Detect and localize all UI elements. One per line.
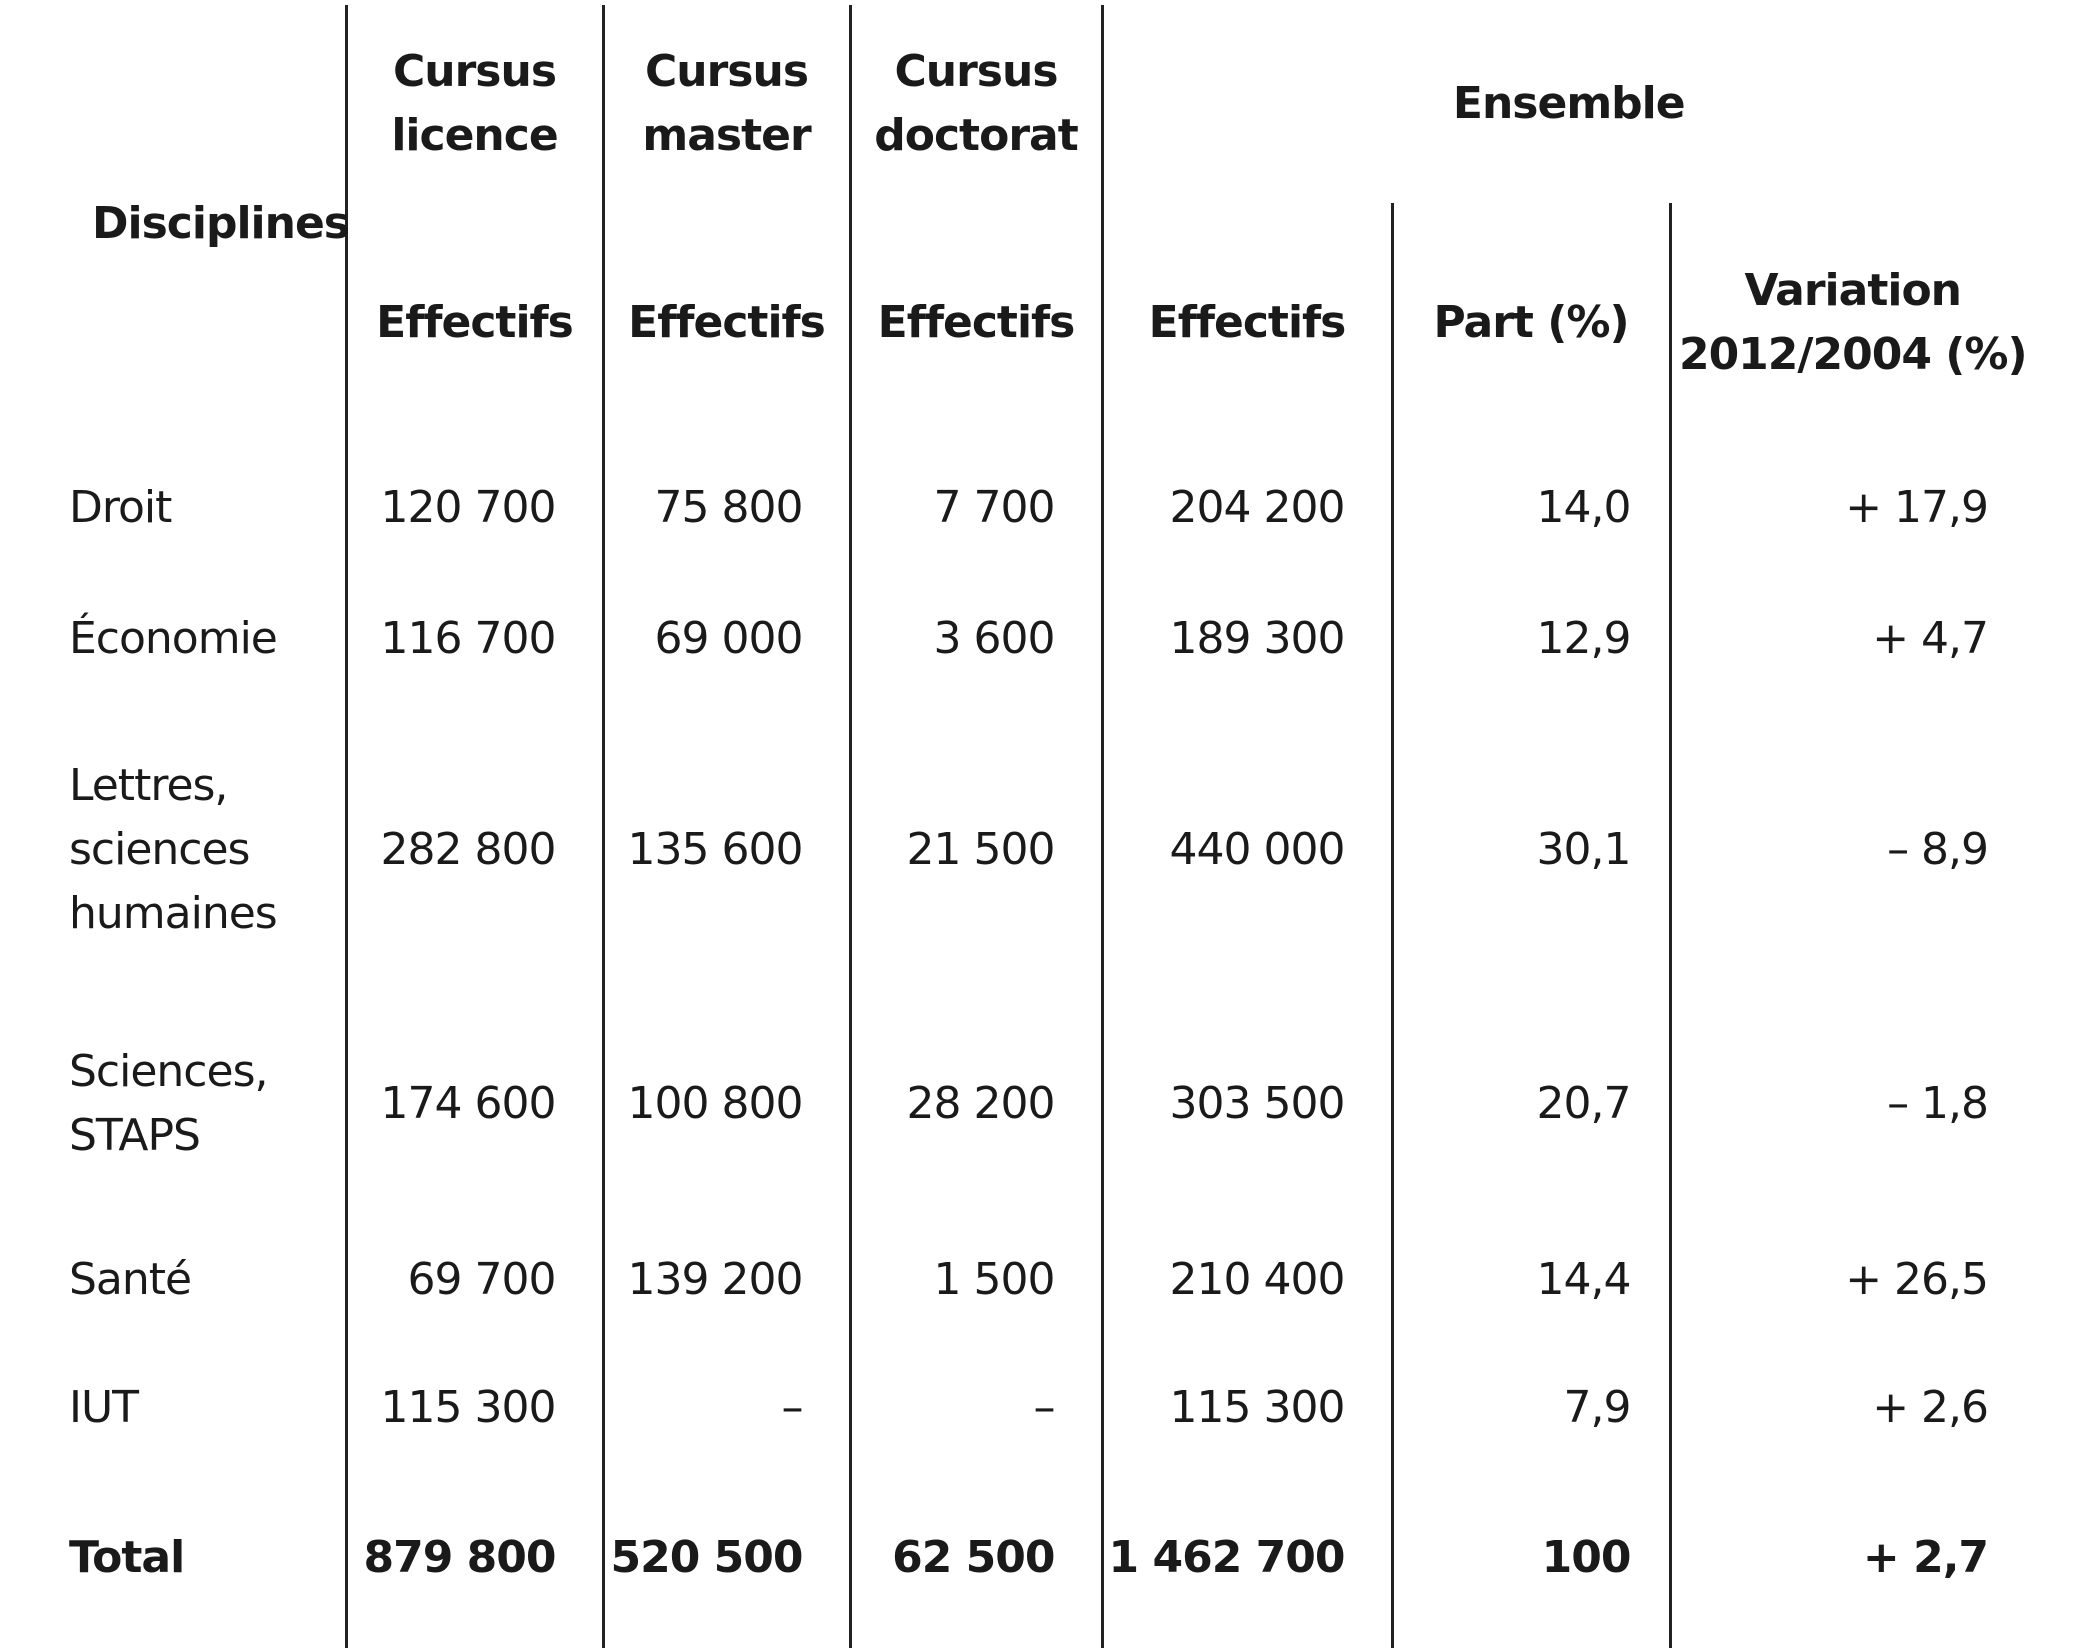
discipline-cell xyxy=(41,1212,346,1348)
master-cell: – xyxy=(603,1348,850,1468)
master-cell: 75 800 xyxy=(603,442,850,573)
header-effectifs-master: Effectifs xyxy=(603,203,850,442)
table-row xyxy=(41,996,2034,1212)
effectifs-cell: 440 000 xyxy=(1102,704,1392,996)
table-row xyxy=(41,573,2034,704)
header-ensemble: Ensemble xyxy=(1102,5,2034,203)
effectifs-cell: 189 300 xyxy=(1102,573,1392,704)
header-effectifs-doctorat: Effectifs xyxy=(850,203,1102,442)
part-cell: 7,9 xyxy=(1392,1348,1670,1468)
part-cell: 20,7 xyxy=(1392,996,1670,1212)
header-cursus-licence xyxy=(346,5,603,203)
effectifs-cell: 204 200 xyxy=(1102,442,1392,573)
doctorat-cell: 7 700 xyxy=(850,442,1102,573)
discipline-line: Économie xyxy=(69,612,277,664)
discipline-cell xyxy=(41,1348,346,1468)
header-cursus-master xyxy=(603,5,850,203)
header-cursus-doctorat xyxy=(850,5,1102,203)
part-cell: 30,1 xyxy=(1392,704,1670,996)
discipline-line: Santé xyxy=(69,1254,192,1305)
part-cell: 14,0 xyxy=(1392,442,1670,573)
total-variation: + 2,7 xyxy=(1670,1468,2034,1648)
licence-cell: 69 700 xyxy=(346,1212,603,1348)
master-cell: 139 200 xyxy=(603,1212,850,1348)
discipline-line: sciences xyxy=(69,824,250,875)
discipline-line: Sciences, xyxy=(69,1046,268,1097)
part-cell: 14,4 xyxy=(1392,1212,1670,1348)
enrollment-table xyxy=(41,5,2034,1648)
total-doctorat: 62 500 xyxy=(850,1468,1102,1648)
variation-cell: + 4,7 xyxy=(1670,573,2034,704)
table-row xyxy=(41,1348,2034,1468)
discipline-line: STAPS xyxy=(69,1110,200,1161)
doctorat-cell: – xyxy=(850,1348,1102,1468)
total-part: 100 xyxy=(1392,1468,1670,1648)
variation-cell: + 26,5 xyxy=(1670,1212,2034,1348)
part-cell: 12,9 xyxy=(1392,573,1670,704)
licence-cell: 282 800 xyxy=(346,704,603,996)
header-effectifs-licence: Effectifs xyxy=(346,203,603,442)
header-part: Part (%) xyxy=(1392,203,1670,442)
table-row xyxy=(41,1212,2034,1348)
discipline-line: Droit xyxy=(69,481,172,533)
total-effectifs: 1 462 700 xyxy=(1102,1468,1392,1648)
doctorat-cell: 21 500 xyxy=(850,704,1102,996)
header-doctorat-line2: doctorat xyxy=(874,110,1078,161)
variation-cell: + 2,6 xyxy=(1670,1348,2034,1468)
discipline-cell xyxy=(41,996,346,1212)
discipline-cell xyxy=(41,573,346,704)
discipline-line: humaines xyxy=(69,888,277,939)
doctorat-cell: 3 600 xyxy=(850,573,1102,704)
variation-cell: – 1,8 xyxy=(1670,996,2034,1212)
total-row xyxy=(41,1468,2034,1648)
licence-cell: 115 300 xyxy=(346,1348,603,1468)
licence-cell: 120 700 xyxy=(346,442,603,573)
master-cell: 135 600 xyxy=(603,704,850,996)
discipline-cell xyxy=(41,442,346,573)
header-master-line2: master xyxy=(642,110,811,161)
header-row-groups xyxy=(41,5,2034,203)
doctorat-cell: 1 500 xyxy=(850,1212,1102,1348)
variation-cell: + 17,9 xyxy=(1670,442,2034,573)
header-licence-line1: Cursus xyxy=(392,46,557,97)
total-label: Total xyxy=(69,1532,185,1583)
total-licence: 879 800 xyxy=(346,1468,603,1648)
doctorat-cell: 28 200 xyxy=(850,996,1102,1212)
header-licence-line2: licence xyxy=(391,110,558,161)
discipline-cell xyxy=(41,704,346,996)
master-cell: 100 800 xyxy=(603,996,850,1212)
table-row xyxy=(41,442,2034,573)
header-master-line1: Cursus xyxy=(644,46,809,97)
table-row xyxy=(41,704,2034,996)
header-doctorat-line1: Cursus xyxy=(894,46,1058,97)
variation-cell: – 8,9 xyxy=(1670,704,2034,996)
header-disciplines: Disciplines xyxy=(92,197,349,249)
effectifs-cell: 303 500 xyxy=(1102,996,1392,1212)
header-effectifs-ensemble: Effectifs xyxy=(1102,203,1392,442)
licence-cell: 174 600 xyxy=(346,996,603,1212)
effectifs-cell: 210 400 xyxy=(1102,1212,1392,1348)
licence-cell: 116 700 xyxy=(346,573,603,704)
total-master: 520 500 xyxy=(603,1468,850,1648)
header-variation-line1: Variation xyxy=(1744,264,1961,316)
master-cell: 69 000 xyxy=(603,573,850,704)
header-variation-line2: 2012/2004 (%) xyxy=(1678,328,2027,380)
discipline-line: IUT xyxy=(69,1382,139,1433)
effectifs-cell: 115 300 xyxy=(1102,1348,1392,1468)
discipline-line: Lettres, xyxy=(69,760,228,811)
header-variation xyxy=(1670,203,2034,442)
